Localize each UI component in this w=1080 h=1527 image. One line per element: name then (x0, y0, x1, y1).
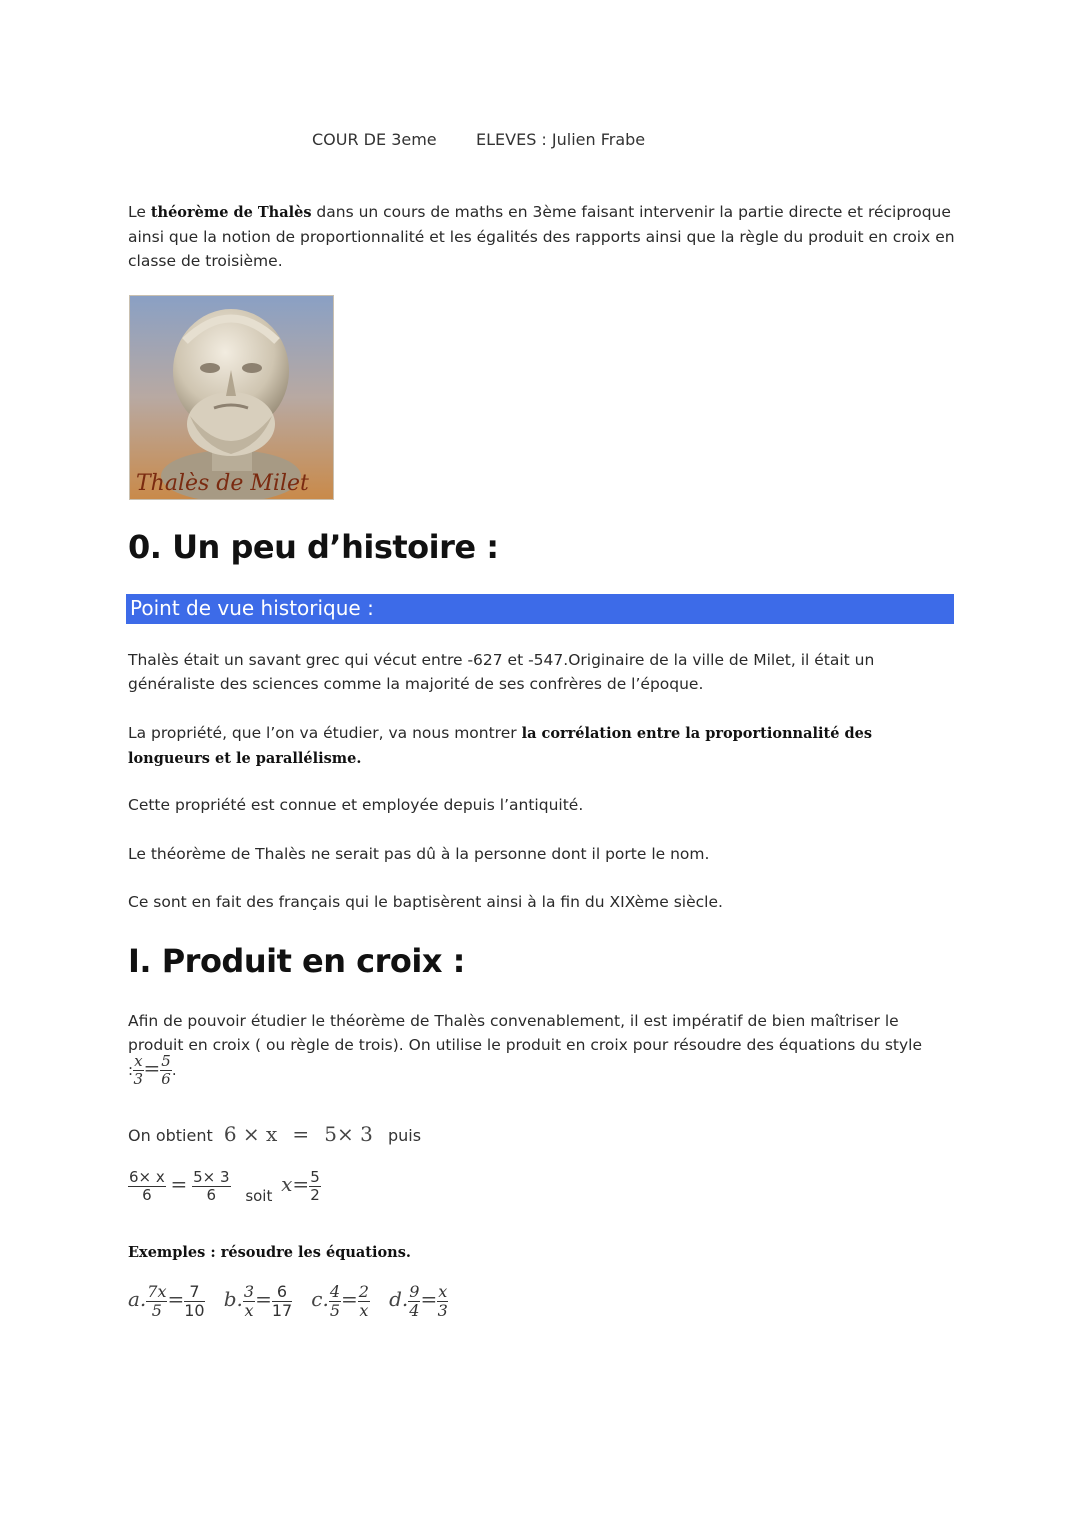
obtain-label: On obtient (128, 1126, 213, 1145)
section1-title: I. Produit en croix : (128, 942, 465, 980)
section0-title: 0. Un peu d’histoire : (128, 528, 499, 566)
history-paragraph-2 (128, 721, 948, 771)
intro-paragraph (128, 200, 958, 273)
history-paragraph-3: Cette propriété est connue et employée depuis l’antiquité. (128, 796, 584, 814)
historical-banner-text: Point de vue historique : (130, 596, 374, 620)
history-paragraph-2-bold: la corrélation entre la proportionnalité des longueurs et le parallélisme. (128, 725, 872, 767)
example-a: a. $\frac{7x}{5}$ = $\frac{7}{10}$ (128, 1282, 205, 1320)
fraction: $\frac{6\times x}{6}$ (129, 1168, 165, 1204)
obtain-rhs: 5× 3 (324, 1122, 373, 1146)
intro-bold: théorème de Thalès (150, 204, 312, 221)
step-equation: $\frac{6\times x}{6}$ = $\frac{5\times 3}{6}$ soit x= $\frac{5}{2}$ (129, 1168, 320, 1205)
fraction: $\frac{5}{6}$ (161, 1052, 171, 1088)
fraction: $\frac{x}{3}$ (133, 1052, 144, 1088)
example-d: d. $\frac{9}{4}$ = $\frac{x}{3}$ (389, 1282, 448, 1320)
intro-before: Le (128, 203, 146, 221)
example-c: c. $\frac{4}{5}$ = $\frac{2}{x}$ (311, 1282, 369, 1320)
example-b: b. $\frac{3}{x}$ = $\frac{6}{17}$ (223, 1282, 293, 1320)
thales-portrait (129, 295, 334, 500)
portrait-caption: Thalès de Milet (136, 471, 309, 496)
intro-after: dans un cours de maths en 3ème faisant intervenir la partie directe et réciproque ainsi que la notion de proportionnalité et les égalités des rapports ainsi que la règle du produit en croix en classe de troisième. (128, 203, 955, 270)
x-variable: x (281, 1172, 293, 1196)
obtain-puis: puis (387, 1126, 422, 1145)
examples-label: Exemples : résoudre les équations. (128, 1244, 411, 1261)
obtain-line: On obtient 6 × x = 5× 3 puis (128, 1122, 422, 1146)
students-label: ELEVES : Julien Frabe (476, 130, 646, 149)
historical-banner (126, 594, 954, 624)
history-paragraph-5: Ce sont en fait des français qui le baptisèrent ainsi à la fin du XIXème siècle. (128, 893, 723, 911)
cross-product-text: Afin de pouvoir étudier le théorème de Thalès convenablement, il est impératif de bien maîtriser le produit en croix ( ou règle de trois). On utilise le produit en croix pour résoudre des équations du style (128, 1012, 923, 1054)
history-paragraph-1: Thalès était un savant grec qui vécut entre -627 et -547.Originaire de la ville de Milet, il était un généraliste des sciences comme la majorité de ses confrères de l’époque. (128, 651, 875, 693)
soit-label: soit (245, 1187, 273, 1205)
cross-product-paragraph (128, 1009, 958, 1057)
fraction: $\frac{5}{2}$ (310, 1168, 320, 1204)
examples-row (128, 1284, 448, 1319)
style-equation: : $\frac{x}{3}$ = $\frac{5}{6}$ . (128, 1052, 177, 1088)
obtain-lhs: 6 × x (223, 1122, 278, 1146)
history-paragraph-2-text: La propriété, que l’on va étudier, va nous montrer (128, 724, 522, 742)
thales-bust-image (130, 296, 333, 499)
history-paragraph-4: Le théorème de Thalès ne serait pas dû à la personne dont il porte le nom. (128, 845, 710, 863)
fraction: $\frac{5\times 3}{6}$ (193, 1168, 230, 1204)
course-label: COUR DE 3eme (312, 130, 437, 149)
